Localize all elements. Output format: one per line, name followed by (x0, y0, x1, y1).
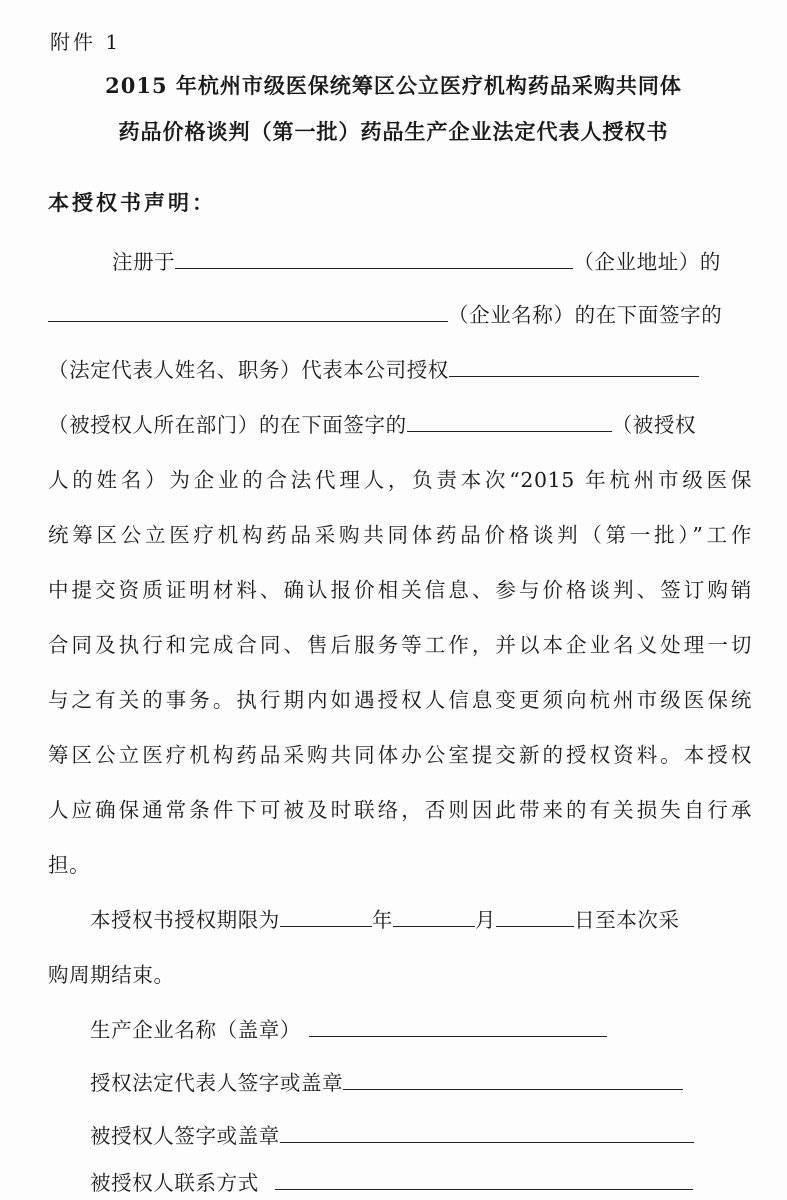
para1-line-6: 统筹区公立医疗机构药品采购共同体药品价格谈判（第一批）”工作 (48, 523, 752, 547)
registered-at-label: 注册于 (112, 250, 176, 274)
day-label: 日至本次采 (574, 908, 680, 932)
para1-line-10: 筹区公立医疗机构药品采购共同体办公室提交新的授权资料。本授权 (48, 743, 752, 767)
attachment-label: 附件 1 (50, 30, 122, 54)
authorized-contact-blank[interactable] (275, 1167, 693, 1190)
para2-line-2: 购周期结束。 (48, 963, 175, 987)
month-blank[interactable] (393, 904, 475, 927)
para1-line-8: 合同及执行和完成合同、售后服务等工作，并以本企业名义处理一切 (48, 633, 752, 657)
legal-rep-sign-label: 授权法定代表人签字或盖章 (90, 1071, 344, 1095)
department-label: （被授权人所在部门）的在下面签字的 (48, 413, 407, 437)
authorized-sign-blank[interactable] (280, 1120, 694, 1143)
year-label: 年 (371, 908, 394, 932)
legal-rep-sign-row (90, 1066, 683, 1096)
para1-line-5: 人的姓名）为企业的合法代理人，负责本次“2015 年杭州市级医保 (48, 468, 752, 492)
company-seal-row (90, 1013, 607, 1043)
authorized-contact-row (90, 1166, 693, 1196)
term-label: 本授权书授权期限为 (90, 908, 280, 932)
para1-line-11: 人应确保通常条件下可被及时联络，否则因此带来的有关损失自行承 (48, 798, 752, 822)
company-name-label: （企业名称）的在下面签字的 (448, 303, 723, 327)
para1-line-9: 与之有关的事务。执行期内如遇授权人信息变更须向杭州市级医保统 (48, 688, 752, 712)
declaration-heading: 本授权书声明： (48, 190, 216, 215)
para1-line-7: 中提交资质证明材料、确认报价相关信息、参与价格谈判、签订购销 (48, 578, 752, 602)
department-blank[interactable] (449, 354, 699, 377)
para1-line-12: 担。 (48, 853, 91, 877)
authorized-name-label: （被授权 (611, 413, 697, 437)
authorized-contact-label: 被授权人联系方式 (90, 1171, 259, 1195)
year-blank[interactable] (280, 904, 372, 927)
para1-line-2 (48, 298, 722, 328)
para1-line-3 (48, 353, 699, 383)
para1-line-1 (112, 245, 721, 275)
para1-line-4 (48, 408, 696, 438)
company-seal-label: 生产企业名称（盖章） (90, 1018, 301, 1042)
authorized-name-blank[interactable] (407, 409, 612, 432)
company-name-blank[interactable] (48, 299, 448, 322)
authorized-sign-label: 被授权人签字或盖章 (90, 1124, 280, 1148)
day-blank[interactable] (496, 904, 574, 927)
document-title-line-2: 药品价格谈判（第一批）药品生产企业法定代表人授权书 (118, 119, 669, 144)
document-title-line-1: 2015 年杭州市级医保统筹区公立医疗机构药品采购共同体 (105, 73, 682, 98)
legal-rep-sign-blank[interactable] (343, 1067, 683, 1090)
month-label: 月 (475, 908, 497, 932)
para2-line-1 (90, 903, 680, 933)
company-seal-blank[interactable] (309, 1014, 607, 1037)
authorized-sign-row (90, 1119, 694, 1149)
company-address-label: （企业地址）的 (573, 250, 722, 274)
company-address-blank[interactable] (175, 246, 573, 269)
legal-rep-label: （法定代表人姓名、职务）代表本公司授权 (48, 358, 449, 382)
